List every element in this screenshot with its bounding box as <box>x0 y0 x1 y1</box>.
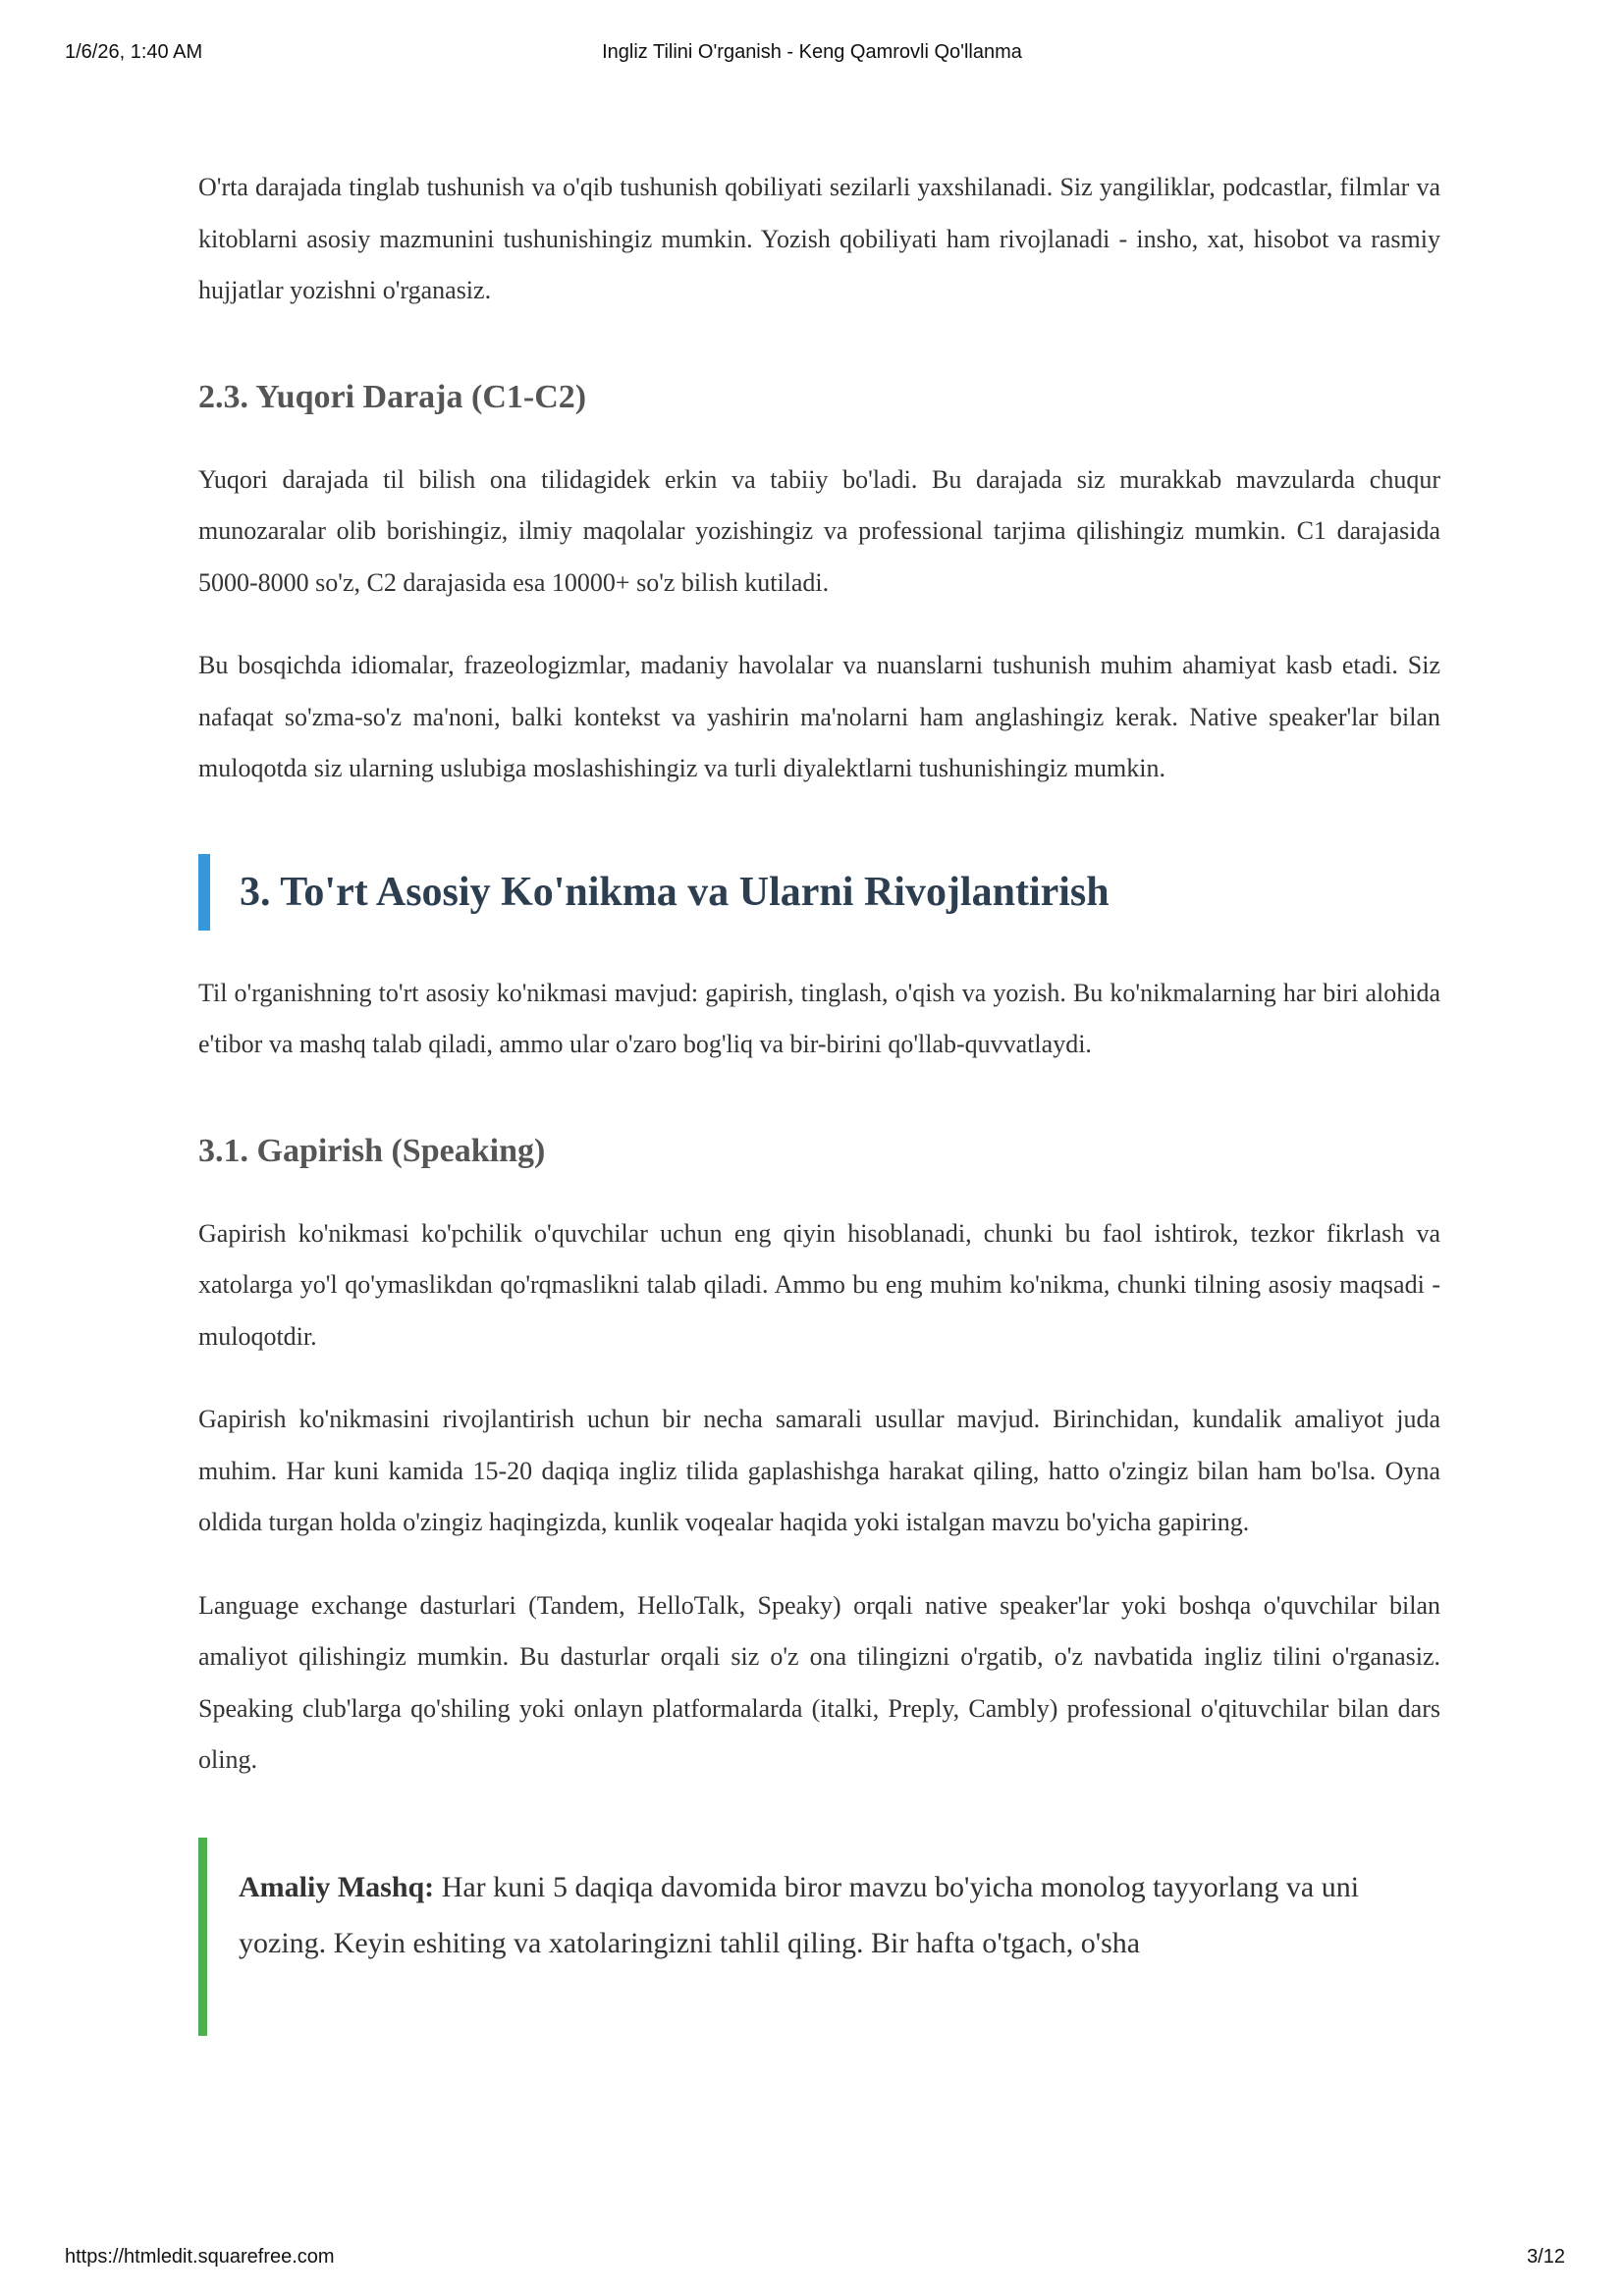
practice-callout <box>198 1838 1440 2036</box>
paragraph-2-3-1: Yuqori darajada til bilish ona tilidagidek erkin va tabiiy bo'ladi. Bu darajada siz murakkab mavzularda chuqur munozaralar olib borishingiz, ilmiy maqolalar yozishingiz va professional tarjima qilishingiz mumkin. C1 darajasida 5000-8000 so'z, C2 darajasida esa 10000+ so'z bilish kutiladi. <box>198 464 1440 597</box>
callout-text: Har kuni 5 daqiqa davomida biror mavzu bo'yicha monolog tayyorlang va uni yozing. Keyin eshiting va xatolaringizni tahlil qiling. Bir hafta o'tgach, o'sha <box>239 1870 1360 1959</box>
heading-3-1: 3.1. Gapirish (Speaking) <box>198 1132 546 1169</box>
intro-paragraph: O'rta darajada tinglab tushunish va o'qib tushunish qobiliyati sezilarli yaxshilanadi. Siz yangiliklar, podcastlar, filmlar va kitoblarni asosiy mazmunini tushunishingiz mumkin. Yozish qobiliyati ham rivojlanadi - insho, xat, hisobot va rasmiy hujjatlar yozishni o'rganasiz. <box>198 173 1440 304</box>
print-footer <box>0 2246 1624 2275</box>
page-number: 3/12 <box>1527 2246 1565 2268</box>
callout-label: Amaliy Mashq: <box>239 1870 435 1903</box>
paragraph-3-1-1: Gapirish ko'nikmasi ko'pchilik o'quvchilar uchun eng qiyin hisoblanadi, chunki bu faol ishtirok, tezkor fikrlash va xatolarga yo'l qo'ymaslikdan qo'rqmaslikni talab qiladi. Ammo bu eng muhim ko'nikma, chunki tilning asosiy maqsadi - muloqotdir. <box>198 1218 1440 1351</box>
paragraph-3-intro: Til o'rganishning to'rt asosiy ko'nikmasi mavjud: gapirish, tinglash, o'qish va yozish. Bu ko'nikmalarning har biri alohida e'tibor va mashq talab qiladi, ammo ular o'zaro bog'liq va bir-birini qo'llab-quvvatlaydi. <box>198 978 1440 1058</box>
print-url: https://htmledit.squarefree.com <box>65 2246 335 2268</box>
heading-2-3: 2.3. Yuqori Daraja (C1-C2) <box>198 378 587 415</box>
document-content <box>198 162 1440 2036</box>
paragraph-3-1-2: Gapirish ko'nikmasini rivojlantirish uchun bir necha samarali usullar mavjud. Birinchidan, kundalik amaliyot juda muhim. Har kuni kamida 15-20 daqiqa ingliz tilida gaplashishga harakat qiling, hatto o'zingiz bilan ham bo'lsa. Oyna oldida turgan holda o'zingiz haqingizda, kunlik voqealar haqida yoki istalgan mavzu bo'yicha gapiring. <box>198 1405 1440 1536</box>
paragraph-3-1-3: Language exchange dasturlari (Tandem, HelloTalk, Speaky) orqali native speaker'lar yoki boshqa o'quvchilar bilan amaliyot qilishingiz mumkin. Bu dasturlar orqali siz o'z ona tilingizni o'rgatib, o'z navbatida ingliz tilini o'rganasiz. Speaking club'larga qo'shiling yoki onlayn platformalarda (italki, Preply, Cambly) professional o'qituvchilar bilan dars oling. <box>198 1590 1440 1774</box>
heading-section-3: 3. To'rt Asosiy Ko'nikma va Ularni Rivojlantirish <box>198 854 1440 931</box>
print-document-title: Ingliz Tilini O'rganish - Keng Qamrovli Qo'llanma <box>602 41 1022 63</box>
paragraph-2-3-2: Bu bosqichda idiomalar, frazeologizmlar, madaniy havolalar va nuanslarni tushunish muhim ahamiyat kasb etadi. Siz nafaqat so'zma-so'z ma'noni, balki kontekst va yashirin ma'nolarni ham anglashingiz kerak. Native speaker'lar bilan muloqotda siz ularning uslubiga moslashishingiz va turli diyalektlarni tushunishingiz mumkin. <box>198 651 1440 782</box>
print-header <box>0 41 1624 71</box>
print-datetime: 1/6/26, 1:40 AM <box>65 41 203 63</box>
